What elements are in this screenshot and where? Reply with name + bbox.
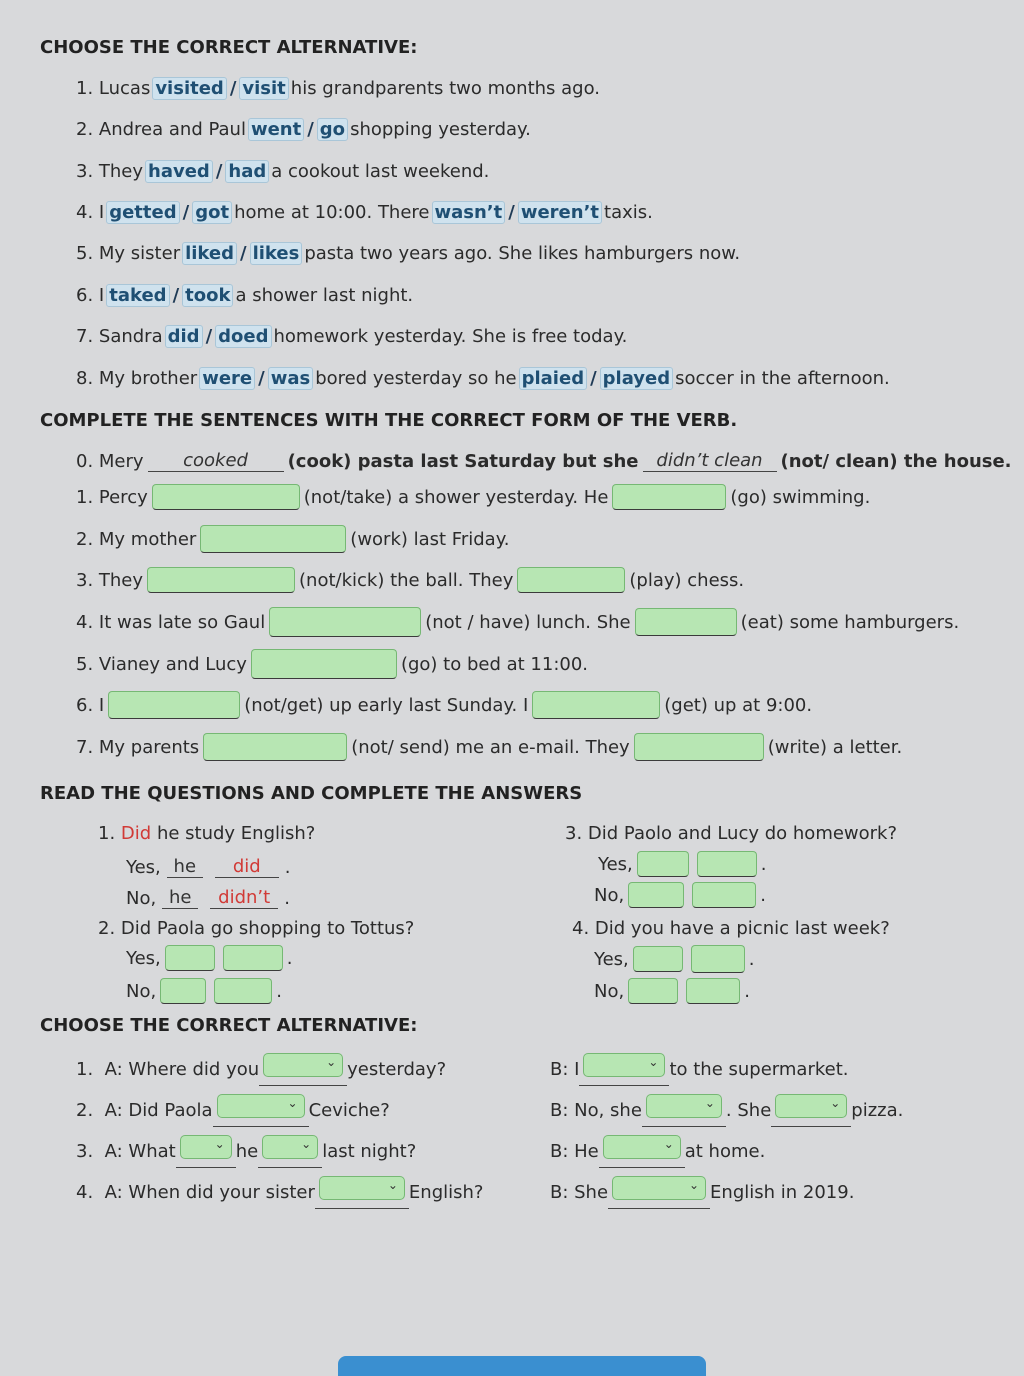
answer-input[interactable] (612, 484, 726, 510)
q1-no (126, 887, 290, 909)
q1-yes-b: did (215, 856, 279, 878)
period: . (276, 980, 282, 1002)
s4-text: last night? (322, 1141, 417, 1162)
no-label: No, (126, 887, 157, 909)
answer-input[interactable] (200, 525, 346, 553)
s1-item-1: 1. Lucas visited / visit his grandparents two months ago. (76, 78, 601, 99)
yes-label: Yes, (126, 856, 161, 878)
answer-input[interactable] (692, 882, 756, 908)
no-label: No, (126, 980, 157, 1002)
s2-item-7 (76, 733, 902, 761)
answer-input[interactable] (108, 691, 240, 719)
answer-input[interactable] (165, 945, 215, 971)
answer-input[interactable] (223, 945, 283, 971)
s1-text: home at 10:00. There (234, 202, 430, 223)
q1-no-b: didn’t (210, 887, 278, 909)
s2-text: (not/ send) me an e-mail. They (351, 736, 630, 758)
period: . (744, 980, 750, 1002)
s1-text: shopping yesterday. (350, 119, 531, 140)
q-number: 4. (572, 918, 590, 939)
option-werent[interactable]: weren’t (518, 201, 602, 224)
s2-text: (not/kick) the ball. They (299, 569, 514, 591)
s2-item-2 (76, 525, 510, 553)
s1-text: a cookout last weekend. (271, 161, 490, 182)
chevron-down-icon: ⌄ (214, 1137, 225, 1151)
option-went[interactable]: went (248, 118, 304, 141)
s4-text: B: She (550, 1182, 609, 1203)
s4-row-1-a (76, 1053, 446, 1086)
option-likes[interactable]: likes (250, 242, 303, 265)
q3-question (565, 823, 897, 844)
s4-text: pizza. (851, 1100, 904, 1121)
answer-input[interactable] (635, 608, 737, 636)
section2-title: COMPLETE THE SENTENCES WITH THE CORRECT FORM OF THE VERB. (40, 410, 738, 431)
s4-row-3-a (76, 1135, 416, 1168)
answer-input[interactable] (214, 978, 272, 1004)
yes-label: Yes, (598, 853, 633, 875)
s4-text: B: I (550, 1059, 580, 1080)
s1-item-7: 7. Sandra did / doed homework yesterday. She is free today. (76, 326, 628, 347)
chevron-down-icon: ⌄ (301, 1137, 312, 1151)
row-number: 2. (76, 1100, 94, 1121)
s2-example (76, 450, 1012, 472)
s4-text: B: No, she (550, 1100, 642, 1121)
option-liked[interactable]: liked (182, 242, 237, 265)
s1-text: homework yesterday. She is free today. (273, 326, 628, 347)
period: . (284, 887, 290, 909)
answer-input[interactable] (517, 567, 625, 593)
s4-row-2-a (76, 1094, 390, 1127)
example-answer-2: didn’t clean (643, 450, 777, 472)
s2-text: (not/ clean) the house. (780, 450, 1012, 472)
s2-text: (play) chess. (629, 569, 745, 591)
q3-text: Did Paolo and Lucy do homework? (587, 823, 898, 844)
s2-text: (not/take) a shower yesterday. He (303, 486, 609, 508)
q3-yes (598, 851, 767, 877)
answer-input[interactable] (628, 882, 684, 908)
option-plaied[interactable]: plaied (519, 367, 587, 390)
chevron-down-icon: ⌄ (704, 1096, 715, 1110)
s4-row-4-b (550, 1176, 854, 1209)
s1-text: 3. They (76, 161, 144, 182)
verb-dropdown[interactable] (775, 1094, 847, 1118)
s2-text: (work) last Friday. (350, 528, 510, 550)
s1-item-6: 6. I taked / took a shower last night. (76, 285, 414, 306)
s2-item-6 (76, 691, 812, 719)
period: . (286, 947, 293, 969)
row-number: 4. (76, 1182, 94, 1203)
chevron-down-icon: ⌄ (688, 1178, 700, 1192)
s2-text: (cook) pasta last Saturday but she (287, 450, 639, 472)
period: . (760, 853, 767, 875)
s2-text: (go) swimming. (730, 486, 871, 508)
verb-dropdown[interactable] (612, 1176, 706, 1200)
s1-text: soccer in the afternoon. (675, 368, 890, 389)
q-number: 3. (565, 823, 583, 844)
chevron-down-icon: ⌄ (287, 1096, 298, 1110)
option-played[interactable]: played (600, 367, 673, 390)
s1-item-5: 5. My sister liked / likes pasta two years ago. She likes hamburgers now. (76, 243, 741, 264)
period: . (748, 948, 755, 970)
s1-text: 2. Andrea and Paul (76, 119, 246, 140)
option-got[interactable]: got (192, 201, 232, 224)
period: . (284, 856, 291, 878)
s2-text: 6. I (76, 694, 105, 716)
s2-text: 7. My parents (76, 736, 200, 758)
no-label: No, (594, 884, 625, 906)
s4-text: . She (725, 1100, 772, 1121)
verb-dropdown[interactable] (583, 1053, 665, 1077)
option-were[interactable]: were (199, 367, 255, 390)
verb-dropdown[interactable] (646, 1094, 722, 1118)
verb-dropdown[interactable] (217, 1094, 305, 1118)
s1-text: his grandparents two months ago. (290, 78, 601, 99)
s2-text: (eat) some hamburgers. (740, 611, 960, 633)
chevron-down-icon: ⌄ (663, 1137, 674, 1151)
s4-text: at home. (684, 1141, 766, 1162)
answer-input[interactable] (147, 567, 295, 593)
answer-input[interactable] (152, 484, 300, 510)
option-did[interactable]: did (165, 325, 203, 348)
q2-text: Did Paola go shopping to Tottus? (120, 918, 415, 939)
q1-yes-a: he (167, 856, 203, 878)
answer-input[interactable] (160, 978, 206, 1004)
s4-text: English in 2019. (710, 1182, 855, 1203)
q-number: 2. (98, 918, 116, 939)
q1-did: Did (120, 823, 152, 844)
s4-row-1-b (550, 1053, 848, 1086)
s4-text: he (235, 1141, 259, 1162)
s2-item-1 (76, 484, 870, 510)
q4-yes (594, 945, 755, 973)
s1-text: bored yesterday so he (315, 368, 517, 389)
s1-item-8: 8. My brother were / was bored yesterday so he plaied / played soccer in the afternoon. (76, 368, 890, 389)
verb-dropdown[interactable] (180, 1135, 232, 1159)
answer-input[interactable] (637, 851, 689, 877)
answer-input[interactable] (251, 649, 397, 679)
row-number: 3. (76, 1141, 94, 1162)
s1-text: pasta two years ago. She likes hamburgers now. (304, 243, 741, 264)
s4-text: Ceviche? (308, 1100, 390, 1121)
s2-text: (go) to bed at 11:00. (400, 653, 589, 675)
q1-text: he study English? (156, 823, 316, 844)
answer-input[interactable] (269, 607, 421, 637)
s1-text: a shower last night. (235, 285, 414, 306)
answer-input[interactable] (634, 733, 764, 761)
s1-text: 8. My brother (76, 368, 198, 389)
yes-label: Yes, (126, 947, 161, 969)
s4-row-3-b (550, 1135, 765, 1168)
s2-text: (get) up at 9:00. (664, 694, 813, 716)
s4-text: A: What (104, 1141, 176, 1162)
s1-item-3: 3. They haved / had a cookout last weekend. (76, 161, 490, 182)
option-had[interactable]: had (225, 160, 269, 183)
s2-item-5 (76, 649, 588, 679)
no-label: No, (594, 980, 625, 1002)
bottom-button-bar[interactable] (338, 1356, 706, 1376)
s2-item-3 (76, 567, 744, 593)
q2-no (126, 978, 282, 1004)
s1-text: 6. I (76, 285, 105, 306)
chevron-down-icon: ⌄ (326, 1055, 337, 1069)
section1-title: CHOOSE THE CORRECT ALTERNATIVE: (40, 37, 418, 58)
option-go[interactable]: go (317, 118, 348, 141)
section4-title: CHOOSE THE CORRECT ALTERNATIVE: (40, 1015, 418, 1036)
s2-text: (write) a letter. (767, 736, 903, 758)
q4-text: Did you have a picnic last week? (594, 918, 890, 939)
q4-no (594, 978, 750, 1004)
chevron-down-icon: ⌄ (830, 1096, 841, 1110)
answer-input[interactable] (686, 978, 740, 1004)
s2-text: (not/get) up early last Sunday. I (244, 694, 529, 716)
s4-text: English? (408, 1182, 484, 1203)
s2-text: 1. Percy (76, 486, 148, 508)
row-number: 1. (76, 1059, 94, 1080)
verb-dropdown[interactable] (603, 1135, 681, 1159)
s1-text: 4. I (76, 202, 105, 223)
chevron-down-icon: ⌄ (387, 1178, 398, 1192)
q2-question (98, 918, 414, 939)
s1-item-4: 4. I getted / got home at 10:00. There wasn’t / weren’t taxis. (76, 202, 653, 223)
s4-text: B: He (550, 1141, 599, 1162)
s2-text: 2. My mother (76, 528, 197, 550)
s1-text: 1. Lucas (76, 78, 151, 99)
s2-text: (not / have) lunch. She (425, 611, 631, 633)
section3-title: READ THE QUESTIONS AND COMPLETE THE ANSWERS (40, 783, 583, 804)
option-taked[interactable]: taked (106, 284, 169, 307)
q2-yes (126, 945, 293, 971)
answer-input[interactable] (532, 691, 660, 719)
s2-text: 0. Mery (76, 450, 144, 472)
chevron-down-icon: ⌄ (648, 1055, 659, 1069)
q-number: 1. (98, 823, 116, 844)
answer-input[interactable] (691, 945, 745, 973)
answer-input[interactable] (203, 733, 347, 761)
q4-question (572, 918, 890, 939)
answer-input[interactable] (697, 851, 757, 877)
q1-no-a: he (162, 887, 198, 909)
s2-item-4 (76, 607, 959, 637)
s2-text: 5. Vianey and Lucy (76, 653, 247, 675)
option-visited[interactable]: visited (152, 77, 226, 100)
s1-item-2: 2. Andrea and Paul went / go shopping yesterday. (76, 119, 531, 140)
s2-text: 4. It was late so Gaul (76, 611, 266, 633)
q3-no (594, 882, 766, 908)
s4-row-2-b (550, 1094, 903, 1127)
s2-text: 3. They (76, 569, 144, 591)
verb-dropdown[interactable] (263, 1053, 343, 1077)
s1-text: taxis. (604, 202, 653, 223)
option-visit[interactable]: visit (239, 77, 288, 100)
verb-dropdown[interactable] (319, 1176, 405, 1200)
example-answer-1: cooked (148, 450, 284, 472)
answer-input[interactable] (633, 946, 683, 972)
answer-input[interactable] (628, 978, 678, 1004)
s1-text: 5. My sister (76, 243, 181, 264)
verb-dropdown[interactable] (262, 1135, 318, 1159)
period: . (760, 884, 766, 906)
s4-text: A: Where did you (104, 1059, 260, 1080)
s1-text: 7. Sandra (76, 326, 163, 347)
s4-text: to the supermarket. (669, 1059, 849, 1080)
s4-text: A: Did Paola (104, 1100, 213, 1121)
s4-text: A: When did your sister (104, 1182, 315, 1203)
option-getted[interactable]: getted (106, 201, 179, 224)
q1-yes (126, 856, 291, 878)
q1-question (98, 823, 315, 844)
option-was[interactable]: was (268, 367, 314, 390)
s4-row-4-a (76, 1176, 483, 1209)
option-wasnt[interactable]: wasn’t (432, 201, 506, 224)
option-took[interactable]: took (182, 284, 233, 307)
option-haved[interactable]: haved (145, 160, 213, 183)
yes-label: Yes, (594, 948, 629, 970)
option-doed[interactable]: doed (215, 325, 271, 348)
s4-text: yesterday? (347, 1059, 447, 1080)
